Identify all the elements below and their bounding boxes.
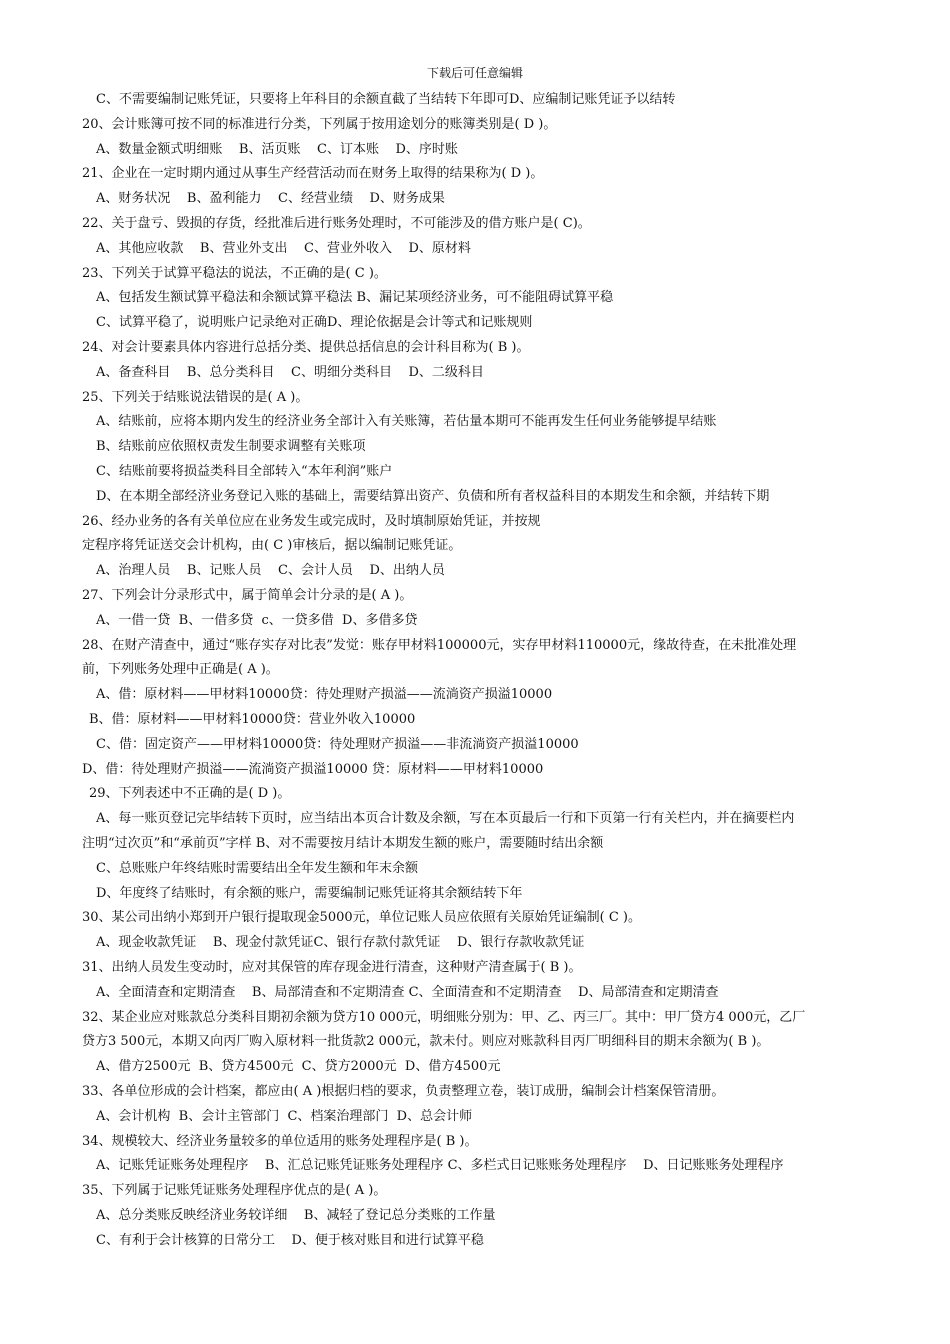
text-line: D、借：待处理财产损溢——流淌资产损溢10000 贷：原材料——甲材料10000: [82, 762, 544, 777]
text-line: 32、某企业应对账款总分类科目期初余额为贷方10 000元，明细账分别为：甲、乙、丙三厂。其中：甲厂贷方4 000元，乙厂: [82, 1010, 806, 1025]
text-line: C、总账账户年终结账时需要结出全年发生额和年末余额: [96, 861, 418, 876]
text-line: A、全面清查和定期清查 B、局部清查和不定期清查 C、全面清查和不定期清查 D、局部清查和定期清查: [96, 985, 719, 1000]
text-line: C、不需要编制记账凭证，只要将上年科目的余额直截了当结转下年即可D、应编制记账凭证予以结转: [96, 92, 676, 107]
text-line: B、借：原材料——甲材料10000贷：营业外收入10000: [89, 712, 416, 727]
text-line: 26、经办业务的各有关单位应在业务发生或完成时，及时填制原始凭证，并按规: [82, 514, 541, 529]
text-line: 27、下列会计分录形式中，属于简单会计分录的是( A )。: [82, 588, 413, 603]
text-line: 34、规模较大、经济业务量较多的单位适用的账务处理程序是( B )。: [82, 1134, 478, 1149]
text-line: A、其他应收款 B、营业外支出 C、营业外收入 D、原材料: [96, 241, 471, 256]
text-line: A、包括发生额试算平稳法和余额试算平稳法 B、漏记某项经济业务，可不能阻碍试算平稳: [96, 290, 614, 305]
text-line: A、结账前，应将本期内发生的经济业务全部计入有关账簿，若估量本期可不能再发生任何业务能够提早结账: [96, 414, 717, 429]
text-line: 23、下列关于试算平稳法的说法，不正确的是( C )。: [82, 266, 387, 281]
text-line: A、每一账页登记完毕结转下页时，应当结出本页合计数及余额，写在本页最后一行和下页第一行有关栏内，并在摘要栏内: [96, 811, 795, 826]
text-line: 20、会计账簿可按不同的标准进行分类，下列属于按用途划分的账簿类别是( D )。: [82, 117, 557, 132]
text-line: 前，下列账务处理中正确是( A )。: [82, 662, 279, 677]
text-line: 21、企业在一定时期内通过从事生产经营活动而在财务上取得的结果称为( D )。: [82, 166, 544, 181]
text-line: 注明“过次页”和“承前页”字样 B、对不需要按月结计本期发生额的账户，需要随时结出余额: [82, 836, 604, 851]
text-line: 22、关于盘亏、毁损的存货，经批准后进行账务处理时，不可能涉及的借方账户是( C)。: [82, 216, 591, 231]
text-line: 29、下列表述中不正确的是( D )。: [89, 786, 291, 801]
page-header: 下载后可任意编辑: [426, 66, 523, 80]
text-line: A、财务状况 B、盈利能力 C、经营业绩 D、财务成果: [96, 191, 445, 206]
text-line: C、试算平稳了，说明账户记录绝对正确D、理论依据是会计等式和记账规则: [96, 315, 533, 330]
text-line: 25、下列关于结账说法错误的是( A )。: [82, 390, 309, 405]
text-line: 35、下列属于记账凭证账务处理程序优点的是( A )。: [82, 1183, 387, 1198]
text-line: A、治理人员 B、记账人员 C、会计人员 D、出纳人员: [96, 563, 445, 578]
text-line: 31、出纳人员发生变动时，应对其保管的库存现金进行清查，这种财产清查属于( B )。: [82, 960, 582, 975]
text-line: 24、对会计要素具体内容进行总括分类、提供总括信息的会计科目称为( B )。: [82, 340, 530, 355]
text-line: 30、某公司出纳小郑到开户银行提取现金5000元，单位记账人员应依照有关原始凭证编制( C )。: [82, 910, 641, 925]
text-line: 33、各单位形成的会计档案，都应由( A )根据归档的要求，负责整理立卷，装订成册，编制会计档案保管清册。: [82, 1084, 725, 1099]
text-line: 28、在财产清查中，通过“账存实存对比表”发觉：账存甲材料100000元，实存甲材料110000元，缘故待查，在未批准处理: [82, 638, 797, 653]
text-line: A、借方2500元 B、贷方4500元 C、贷方2000元 D、借方4500元: [96, 1059, 501, 1074]
text-line: A、数量金额式明细账 B、活页账 C、订本账 D、序时账: [96, 142, 458, 157]
text-line: A、借：原材料——甲材料10000贷：待处理财产损溢——流淌资产损溢10000: [96, 687, 553, 702]
text-line: A、会计机构 B、会计主管部门 C、档案治理部门 D、总会计师: [96, 1109, 473, 1124]
text-line: A、总分类账反映经济业务较详细 B、减轻了登记总分类账的工作量: [96, 1208, 496, 1223]
text-line: A、备查科目 B、总分类科目 C、明细分类科目 D、二级科目: [96, 365, 484, 380]
text-line: C、结账前要将损益类科目全部转入“本年利润”账户: [96, 464, 393, 479]
text-line: A、现金收款凭证 B、现金付款凭证C、银行存款付款凭证 D、银行存款收款凭证: [96, 935, 585, 950]
text-line: C、借：固定资产——甲材料10000贷：待处理财产损溢——非流淌资产损溢10000: [96, 737, 579, 752]
text-line: C、有利于会计核算的日常分工 D、便于核对账目和进行试算平稳: [96, 1233, 484, 1248]
text-line: B、结账前应依照权责发生制要求调整有关账项: [96, 439, 366, 454]
text-line: D、在本期全部经济业务登记入账的基础上，需要结算出资产、负债和所有者权益科目的本期发生和余额，并结转下期: [96, 489, 770, 504]
text-line: D、年度终了结账时，有余额的账户，需要编制记账凭证将其余额结转下年: [96, 886, 523, 901]
text-line: A、记账凭证账务处理程序 B、汇总记账凭证账务处理程序 C、多栏式日记账账务处理程序 D、日记账账务处理程序: [96, 1158, 784, 1173]
text-line: 贷方3 500元，本期又向丙厂购入原材料一批货款2 000元，款未付。则应对账款科目丙厂明细科目的期末余额为( B )。: [82, 1034, 770, 1049]
text-line: 定程序将凭证送交会计机构，由( C )审核后，据以编制记账凭证。: [82, 538, 462, 553]
text-line: A、一借一贷 B、一借多贷 c、一贷多借 D、多借多贷: [96, 613, 418, 628]
